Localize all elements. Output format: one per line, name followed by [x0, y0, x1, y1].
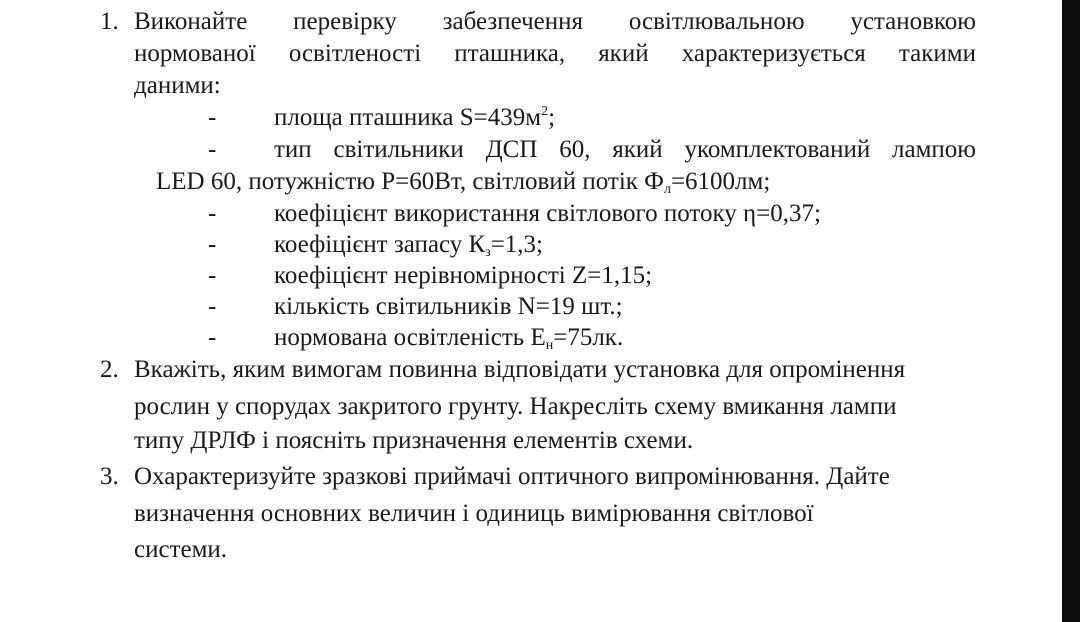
word: світильники	[333, 136, 464, 163]
bullet-dash: -	[208, 262, 217, 289]
word: перевірку	[293, 8, 397, 35]
q1-area	[274, 103, 555, 133]
q1-type-line	[274, 135, 976, 165]
word: тип	[274, 136, 312, 163]
q1-count: кількість світильників N=19 шт.;	[274, 293, 623, 320]
q1-reserve-post: =1,3;	[490, 231, 543, 258]
q1-lamp-text: LED 60, потужністю P=60Вт, світловий потік Ф	[156, 168, 664, 195]
word: який	[598, 40, 649, 67]
q2-line-1: Вкажіть, яким вимогам повинна відповідати установка для опромінення	[134, 356, 906, 383]
q1-area-sup: 2	[541, 104, 549, 119]
word: освітлювальною	[628, 8, 805, 35]
q1-line-2	[134, 39, 976, 69]
word: освітленості	[288, 40, 422, 67]
q2-line-3: типу ДРЛФ і поясніть призначення елементів схеми.	[134, 427, 694, 454]
q3-line-3: системи.	[134, 536, 228, 563]
q1-norm-post: =75лк.	[553, 324, 624, 351]
q1-line-1	[134, 7, 976, 37]
q1-reserve	[274, 230, 543, 260]
word: пташника,	[454, 40, 566, 67]
bullet-dash: -	[208, 200, 217, 227]
q1-lamp-sub: л	[663, 182, 671, 197]
q1-lamp-post: =6100лм;	[670, 168, 771, 195]
word: нормованої	[134, 40, 256, 67]
q1-line-3: даними:	[134, 72, 221, 99]
q2-number: 2.	[100, 356, 119, 383]
bullet-dash: -	[208, 231, 217, 258]
q3-line-1: Охарактеризуйте зразкові приймачі оптичного випромінювання. Дайте	[134, 463, 890, 490]
word: ДСП	[485, 136, 538, 163]
q1-norm-text: нормована освітленість Е	[274, 324, 546, 351]
word: лампою	[892, 136, 976, 163]
q1-area-text: площа пташника S=439м	[274, 104, 542, 131]
bullet-dash: -	[208, 104, 217, 131]
q1-eta: коефіцієнт використання світлового потоку η=0,37;	[274, 200, 821, 227]
q1-number: 1.	[100, 8, 119, 35]
word: забезпечення	[442, 8, 584, 35]
word: який	[612, 136, 663, 163]
q1-uneven: коефіцієнт нерівномірності Z=1,15;	[274, 262, 653, 289]
word: установкою	[850, 8, 976, 35]
q2-line-2: рослин у спорудах закритого грунту. Накресліть схему вмикання лампи	[134, 393, 897, 420]
q3-number: 3.	[100, 463, 119, 490]
q1-lamp	[156, 167, 770, 197]
q1-norm	[274, 323, 623, 353]
word: характеризується	[681, 40, 866, 67]
bullet-dash: -	[208, 324, 217, 351]
q1-area-post: ;	[548, 104, 556, 131]
bullet-dash: -	[208, 136, 217, 163]
q1-norm-sub: н	[545, 338, 554, 353]
q1-reserve-sub: з	[485, 245, 491, 260]
bullet-dash: -	[208, 293, 217, 320]
word: укомплектований	[684, 136, 871, 163]
q1-reserve-text: коефіцієнт запасу К	[274, 231, 486, 258]
page-edge-shadow	[1062, 0, 1080, 622]
q3-line-2: визначення основних величин і одиниць вимірювання світлової	[134, 500, 814, 527]
word: такими	[898, 40, 976, 67]
word: Виконайте	[134, 8, 248, 35]
word: 60,	[559, 136, 591, 163]
